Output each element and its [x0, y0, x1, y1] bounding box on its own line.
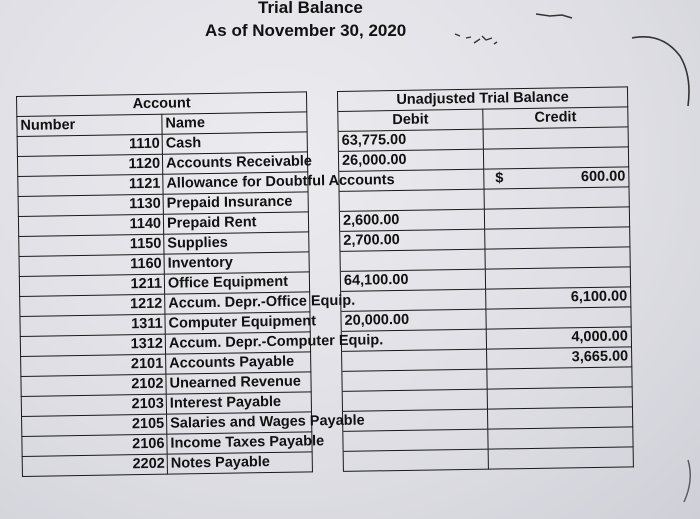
account-name-cell: Unearned Revenue [166, 372, 311, 394]
credit-value: 600.00 [580, 168, 626, 186]
col-header-name: Name [162, 112, 307, 134]
debit-cell [342, 389, 487, 411]
gap-cell [307, 111, 338, 131]
credit-cell [484, 187, 629, 209]
gap-cell [307, 151, 338, 171]
document-subtitle: As of November 30, 2020 [205, 21, 407, 40]
debit-cell: 64,100.00 [340, 269, 485, 291]
account-name-cell: Interest Payable [166, 392, 311, 414]
account-name-cell: Computer Equipment [165, 312, 310, 334]
account-name-cell: Accounts Payable [166, 352, 311, 374]
debit-cell [343, 449, 488, 471]
group-header-account: Account [17, 92, 307, 117]
debit-cell: 2,600.00 [339, 209, 484, 231]
credit-cell [484, 167, 629, 189]
credit-cell [485, 227, 630, 249]
account-number-cell: 2105 [22, 414, 167, 436]
credit-cell [485, 267, 630, 289]
account-number-cell: 2102 [21, 374, 166, 396]
gap-cell [311, 391, 342, 411]
debit-cell: 26,000.00 [338, 149, 483, 171]
account-number-cell: 1150 [19, 234, 164, 256]
account-number-cell: 2106 [22, 434, 167, 456]
debit-cell: 20,000.00 [341, 309, 486, 331]
credit-cell [483, 147, 628, 169]
debit-cell [339, 189, 484, 211]
credit-cell [485, 247, 630, 269]
gap-cell [311, 351, 342, 371]
gap-cell [307, 131, 338, 151]
col-header-debit: Debit [338, 109, 483, 131]
account-number-cell: 2103 [21, 394, 166, 416]
credit-cell: 3,665.00 [487, 347, 632, 369]
document-title: Trial Balance [258, 0, 363, 17]
account-number-cell: 1311 [20, 314, 165, 336]
gap-cell [306, 91, 337, 111]
account-number-cell: 1130 [18, 194, 163, 216]
col-header-credit: Credit [483, 107, 628, 129]
account-number-cell: 1160 [19, 254, 164, 276]
account-name-cell: Accum. Depr.-Office Equip. [165, 292, 310, 314]
debit-cell [341, 289, 486, 311]
account-name-cell: Accum. Depr.-Computer Equip. [165, 332, 310, 354]
credit-cell: 6,100.00 [486, 287, 631, 309]
account-number-cell: 2101 [21, 354, 166, 376]
account-number-cell: 1121 [18, 174, 163, 196]
account-number-cell: 1312 [20, 334, 165, 356]
account-name-cell: Prepaid Rent [163, 212, 308, 234]
account-number-cell: 2202 [22, 454, 167, 476]
account-number-cell: 1110 [17, 134, 162, 156]
account-name-cell: Supplies [164, 232, 309, 254]
account-number-cell: 1211 [19, 274, 164, 296]
debit-cell [340, 249, 485, 271]
account-number-cell: 1140 [18, 214, 163, 236]
account-name-cell: Income Taxes Payable [167, 432, 312, 454]
group-header-utb: Unadjusted Trial Balance [337, 87, 627, 112]
account-name-cell: Cash [162, 132, 307, 154]
credit-cell [488, 447, 633, 469]
credit-cell [486, 307, 631, 329]
gap-cell [309, 271, 340, 291]
debit-cell [343, 429, 488, 451]
debit-cell: 2,700.00 [340, 229, 485, 251]
credit-cell [488, 427, 633, 449]
credit-cell [487, 387, 632, 409]
account-name-cell: Inventory [164, 252, 309, 274]
gap-cell [311, 371, 342, 391]
account-name-cell: Prepaid Insurance [163, 192, 308, 214]
credit-cell [483, 127, 628, 149]
debit-cell: 63,775.00 [338, 129, 483, 151]
account-name-cell: Accounts Receivable [162, 152, 307, 174]
account-number-cell: 1212 [20, 294, 165, 316]
trial-balance-table-wrapper [16, 86, 634, 494]
credit-cell [487, 407, 632, 429]
gap-cell [308, 191, 339, 211]
debit-cell [342, 369, 487, 391]
dollar-sign: $ [495, 170, 504, 187]
account-name-cell: Office Equipment [164, 272, 309, 294]
credit-cell [484, 207, 629, 229]
gap-cell [309, 231, 340, 251]
account-name-cell: Salaries and Wages Payable [167, 412, 312, 434]
gap-cell [312, 451, 343, 471]
col-header-number: Number [17, 114, 162, 136]
trial-balance-table [16, 86, 634, 477]
gap-cell [308, 211, 339, 231]
credit-cell: 4,000.00 [486, 327, 631, 349]
gap-cell [309, 251, 340, 271]
debit-cell [342, 349, 487, 371]
account-name-cell: Notes Payable [167, 452, 312, 474]
account-number-cell: 1120 [17, 154, 162, 176]
credit-cell [487, 367, 632, 389]
account-name-cell: Allowance for Doubtful Accounts [163, 172, 308, 194]
